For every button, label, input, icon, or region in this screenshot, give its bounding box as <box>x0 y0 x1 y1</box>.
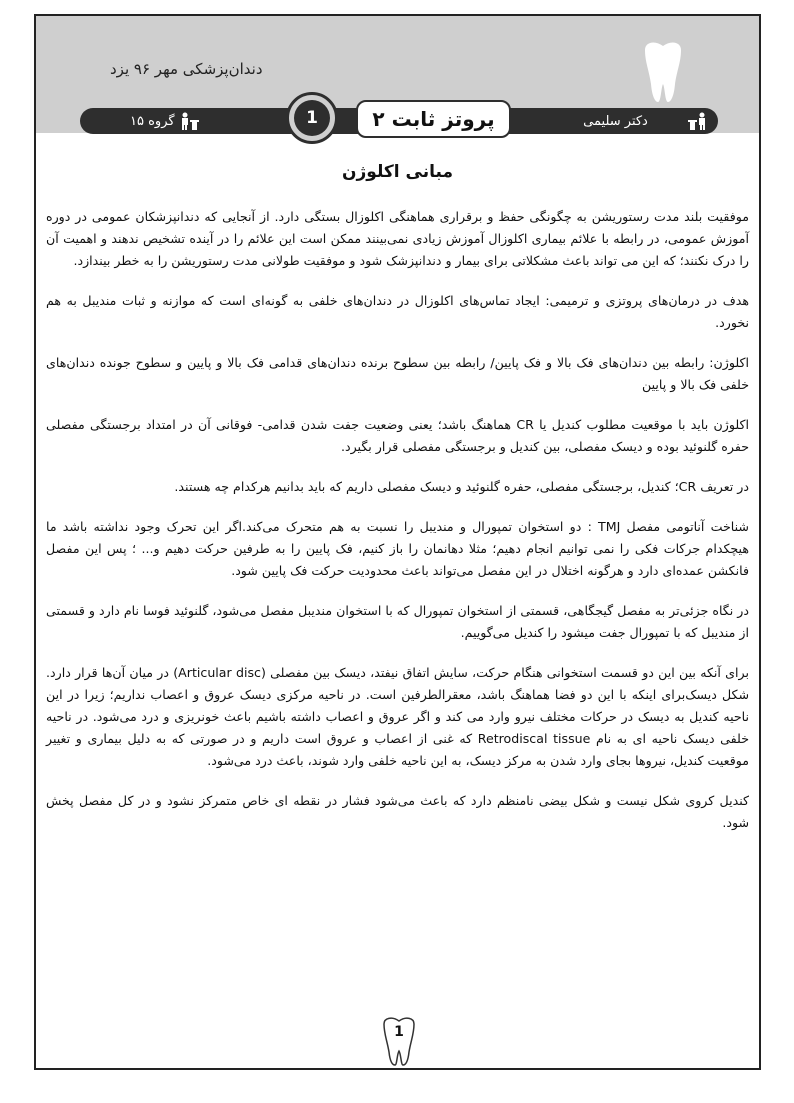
page-footer <box>379 1016 419 1066</box>
paragraph: موفقیت بلند مدت رستوریشن به چگونگی حفظ و برقراری هماهنگی اکلوزال بستگی دارد. از آنجایی که دندانپزشکان عمومی در دوره آموزش عمومی، در رابطه با علائم بیماری اکلوزال آموزش زیادی نمی‌بینند ممکن است این علائم را در آینده تشخیص ندهند و اهمیت آن را درک نکنند؛ که این می تواند باعث مشکلاتی برای بیمار و دندانپزشک شود و موفقیت طولانی مدت رستوریشن را به خطر بیندازد. <box>46 209 749 268</box>
lecturer-name: دکتر سلیمی <box>583 113 648 129</box>
paragraph: شناخت آناتومی مفصل TMJ : دو استخوان تمپورال و مندیبل را نسبت به هم متحرک می‌کند.اگر این تحرک وجود نداشته باشد ما هیچکدام جرکات فکی را نمی توانیم انجام دهیم؛ مثلا دهانمان را باز کنیم، فک پایین را به طرفین حرکت دهیم و... ؛ پس این مفصل فانکشن عمده‌ای دارد و هرگونه اختلال در این مفصل می‌تواند باعث محدودیت حرکت فک پایین شود. <box>46 519 749 578</box>
paragraph: اکلوژن: رابطه بین دندان‌های فک بالا و فک پایین/ رابطه بین سطوح برنده دندان‌های قدامی فک بالا و پایین و سطوح جونده دندان‌های خلفی فک بالا و پایین <box>46 355 749 392</box>
group-label-wrap <box>90 112 240 130</box>
paragraph: برای آنکه بین این دو قسمت استخوانی هنگام حرکت، سایش اتفاق نیفتد، دیسک بین مفصلی (Articular disc) در میان آن‌ها قرار دارد. شکل دیسک‌برای اینکه با این دو فضا هماهنگ باشد، معقرالطرفین است. در ناحیه مرکزی دیسک عروق و اعصاب نداریم؛ زیرا در این ناحیه کندیل به دیسک در حرکات مختلف نیرو وارد می کند و اگر عروق و اعصاب داشته باشیم باعث خونریزی و درد می‌شود. در ناحیه خلفی دیسک ناحیه ای به نام Retrodiscal tissue که غنی از اعصاب و عروق است داریم و در صورتی که به دلیل بیماری و تغییر موقعیت کندیل، نیروها بجای وارد شدن به مرکز دیسک، به این ناحیه خلفی وارد شوند، باعث درد می‌شود. <box>46 665 749 768</box>
course-name: دندان‌پزشکی مهر ۹۶ یزد <box>110 60 263 78</box>
lecturer-label-wrap <box>568 112 708 130</box>
lecturer-podium-icon <box>686 112 708 130</box>
lesson-number-badge <box>286 92 338 144</box>
paragraph: در نگاه جزئی‌تر به مفصل گیجگاهی، قسمتی از استخوان تمپورال که با استخوان مندیبل مفصل می‌شود، گلنوئید فوسا نام دارد و قسمتی از مندیبل که با تمپورال جفت میشود را کندیل می‌گوییم. <box>46 603 749 640</box>
lesson-number: 1 <box>294 100 330 136</box>
section-title: مبانی اکلوژن <box>342 162 453 182</box>
group-label: گروه ۱۵ <box>130 113 175 129</box>
paragraph: اکلوژن باید با موقعیت مطلوب کندیل یا CR هماهنگ باشد؛ یعنی وضعیت جفت شدن قدامی- فوقانی آن در امتداد برجستگی مفصلی حفره گلنوئید بوده و دیسک مفصلی، بین کندیل و برجستگی مفصلی قرار بگیرد. <box>46 417 749 454</box>
page-frame <box>34 14 761 1070</box>
tooth-icon <box>641 40 685 104</box>
lecturer-podium-icon <box>179 112 201 130</box>
paragraph: کندیل کروی شکل نیست و شکل بیضی نامنظم دارد که باعث می‌شود فشار در نقطه ای خاص متمرکز نشود و در کل مفصل پخش شود. <box>46 793 749 830</box>
paragraph: در تعریف CR؛ کندیل، برجستگی مفصلی، حفره گلنوئید و دیسک مفصلی داریم که باید بدانیم هرکدام چه هستند. <box>174 479 749 494</box>
subject-title: پروتز ثابت ۲ <box>356 100 511 138</box>
content-body <box>46 206 749 852</box>
page-number: 1 <box>394 1024 404 1040</box>
paragraph: هدف در درمان‌های پروتزی و ترمیمی: ایجاد تماس‌های اکلوزال در دندان‌های خلفی به گونه‌ای است که موازنه و ثبات مندیبل به هم نخورد. <box>46 293 749 330</box>
